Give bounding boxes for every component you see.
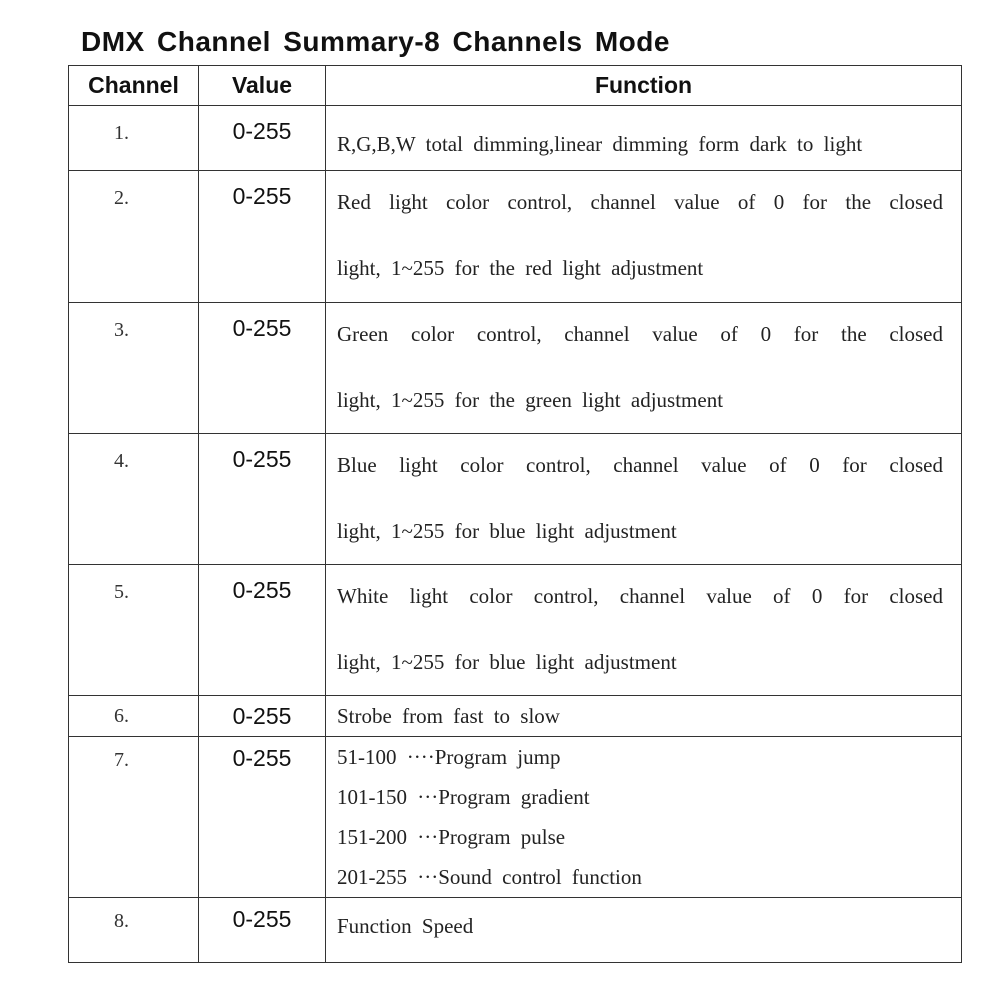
function-line: light, 1~255 for the green light adjustment [337,388,724,412]
channel-cell: 8. [69,898,199,963]
function-line: 51-100 ····Program jump [337,745,561,769]
table-row [69,565,962,696]
table-row [69,898,962,963]
table-row [69,737,962,898]
function-line: R,G,B,W total dimming,linear dimming form dark to light [337,132,863,156]
function-cell [326,171,962,303]
table-row [69,696,962,737]
header-function: Function [326,66,962,106]
value-cell: 0-255 [199,106,326,171]
function-line: light, 1~255 for blue light adjustment [337,650,677,674]
function-cell [326,106,962,171]
channel-cell: 2. [69,171,199,303]
function-line: Green color control, channel value of 0 for the closed [337,322,943,346]
function-line: White light color control, channel value of 0 for closed [337,584,943,608]
channel-cell: 7. [69,737,199,898]
channel-cell: 5. [69,565,199,696]
function-line: Blue light color control, channel value of 0 for closed [337,453,943,477]
function-line: Function Speed [337,914,474,938]
channel-cell: 6. [69,696,199,737]
header-channel: Channel [69,66,199,106]
table-row [69,106,962,171]
value-cell: 0-255 [199,565,326,696]
function-line: light, 1~255 for blue light adjustment [337,519,677,543]
function-line: 201-255 ···Sound control function [337,865,642,889]
channel-cell: 3. [69,303,199,434]
channel-cell: 4. [69,434,199,565]
function-line: 101-150 ···Program gradient [337,785,590,809]
function-line: Strobe from fast to slow [337,704,560,728]
function-line: light, 1~255 for the red light adjustment [337,256,704,280]
page-title: DMX Channel Summary-8 Channels Mode [81,26,670,57]
function-cell [326,737,962,898]
value-cell: 0-255 [199,898,326,963]
value-cell: 0-255 [199,696,326,737]
table-row [69,171,962,303]
dmx-channel-table [68,65,962,963]
function-cell [326,434,962,565]
value-cell: 0-255 [199,434,326,565]
function-line: Red light color control, channel value of 0 for the closed [337,190,943,214]
channel-cell: 1. [69,106,199,171]
function-cell [326,565,962,696]
function-cell [326,303,962,434]
table-row [69,303,962,434]
function-cell [326,898,962,963]
value-cell: 0-255 [199,171,326,303]
header-value: Value [199,66,326,106]
table-row [69,434,962,565]
value-cell: 0-255 [199,303,326,434]
value-cell: 0-255 [199,737,326,898]
table-header-row [69,66,962,106]
function-line: 151-200 ···Program pulse [337,825,566,849]
function-cell [326,696,962,737]
